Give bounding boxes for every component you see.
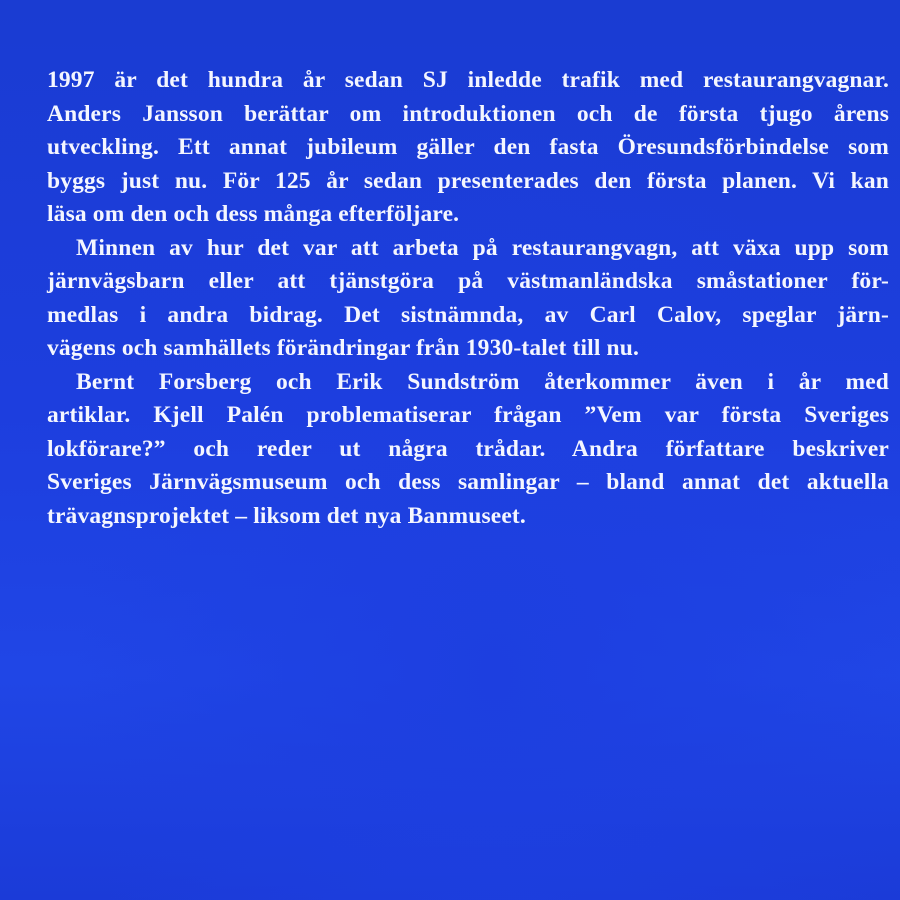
paragraph-2 <box>47 232 889 366</box>
text-line: artiklar. Kjell Palén problematiserar frågan ”Vem var första Sveriges <box>47 402 889 428</box>
paragraph-3 <box>47 366 889 534</box>
text-line: järnvägsbarn eller att tjänstgöra på västmanländska småstationer för- <box>47 268 889 294</box>
text-line: trävagnsprojektet – liksom det nya Banmuseet. <box>47 502 526 529</box>
text-line: Anders Jansson berättar om introduktionen och de första tjugo årens <box>47 100 889 127</box>
text-line: Sveriges Järnvägsmuseum och dess samlingar – bland annat det aktuella <box>47 469 889 495</box>
cover-blurb <box>47 64 889 533</box>
text-line: lokförare?” och reder ut några trådar. Andra författare beskriver <box>47 435 889 462</box>
text-line: Bernt Forsberg och Erik Sundström återkommer även i år med <box>76 368 889 395</box>
text-line: utveckling. Ett annat jubileum gäller den fasta Öresundsförbindelse som <box>47 134 889 160</box>
text-line: Minnen av hur det var att arbeta på restaurangvagn, att växa upp som <box>76 234 889 261</box>
text-line: medlas i andra bidrag. Det sistnämnda, av Carl Calov, speglar järn- <box>47 301 889 328</box>
text-line: byggs just nu. För 125 år sedan presenterades den första planen. Vi kan <box>47 167 889 194</box>
text-line: vägens och samhällets förändringar från 1930-talet till nu. <box>47 335 639 361</box>
text-line: läsa om den och dess många efterföljare. <box>47 201 460 227</box>
text-line: 1997 är det hundra år sedan SJ inledde trafik med restaurangvagnar. <box>47 67 889 93</box>
paragraph-1 <box>47 64 889 232</box>
